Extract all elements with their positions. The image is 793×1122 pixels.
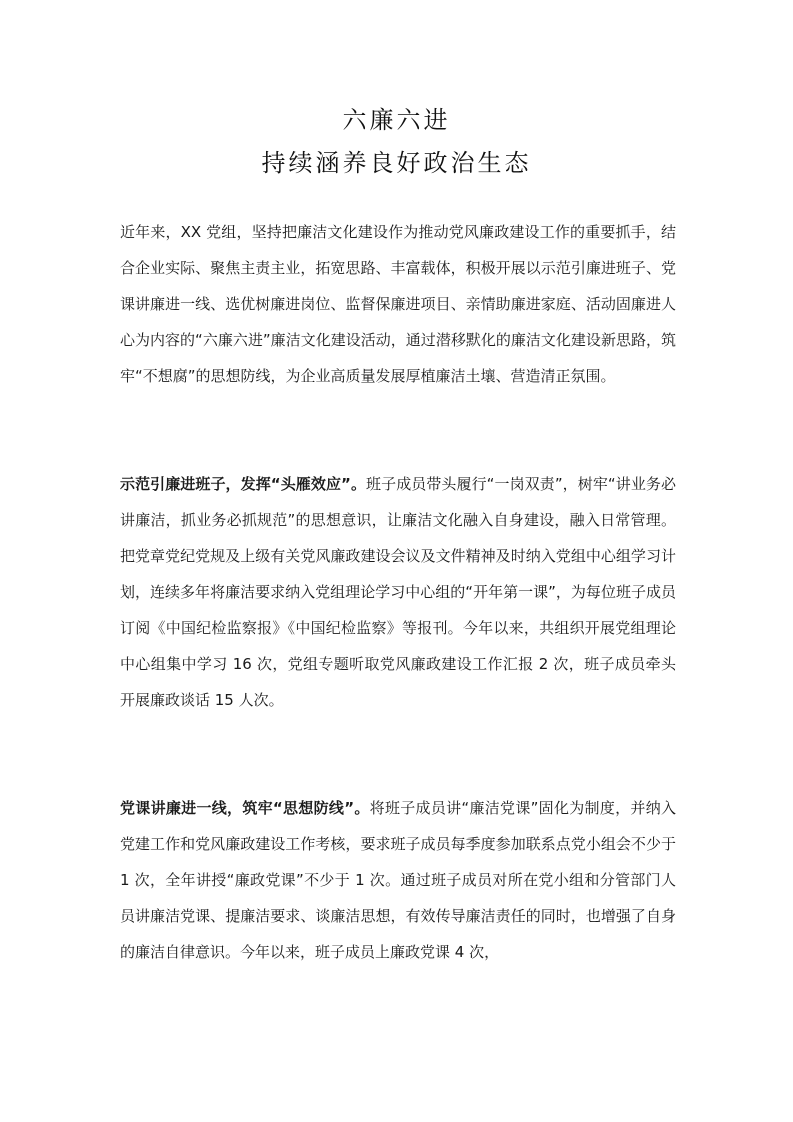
- section-2-body: 将班子成员讲“廉洁党课”固化为制度，并纳入党建工作和党风廉政建设工作考核，要求班子成员每季度参加联系点党小组会不少于 1 次，全年讲授“廉政党课”不少于 1 次。通过班子成员对所在党小组和分管部门人员讲廉洁党课、提廉洁要求、谈廉洁思想，有效传导廉洁责任的同时，也增强了自身的廉洁自律意识。今年以来，班子成员上廉政党课 4 次，: [120, 799, 677, 961]
- document-subtitle: 持续涵养良好政治生态: [261, 149, 532, 177]
- section-1-heading: 示范引廉进班子，发挥“头雁效应”。: [120, 475, 367, 493]
- paragraph-intro: 近年来，XX 党组，坚持把廉洁文化建设作为推动党风廉政建设工作的重要抓手，结合企业实际、聚焦主责主业，拓宽思路、丰富载体，积极开展以示范引廉进班子、党课讲廉进一线、选优树廉进岗位、监督保廉进项目、亲情助廉进家庭、活动固廉进人心为内容的“六廉六进”廉洁文化建设活动，通过潜移默化的廉洁文化建设新思路，筑牢“不想腐”的思想防线，为企业高质量发展厚植廉洁土壤、营造清正氛围。: [120, 223, 676, 385]
- section-2-heading: 党课讲廉进一线，筑牢“思想防线”。: [120, 799, 370, 817]
- paragraph-section-2: [120, 790, 676, 970]
- section-1-body: 班子成员带头履行“一岗双责”，树牢“讲业务必讲廉洁，抓业务必抓规范”的思想意识，让廉洁文化融入自身建设，融入日常管理。把党章党纪党规及上级有关党风廉政建设会议及文件精神及时纳入党组中心组学习计划，连续多年将廉洁要求纳入党组理论学习中心组的“开年第一课”，为每位班子成员订阅《中国纪检监察报》《中国纪检监察》等报刊。今年以来，共组织开展党组理论中心组集中学习 16 次，党组专题听取党风廉政建设工作汇报 2 次，班子成员牵头开展廉政谈话 15 人次。: [120, 475, 676, 709]
- paragraph-section-1: [120, 466, 676, 718]
- document-title: 六廉六进: [342, 106, 451, 134]
